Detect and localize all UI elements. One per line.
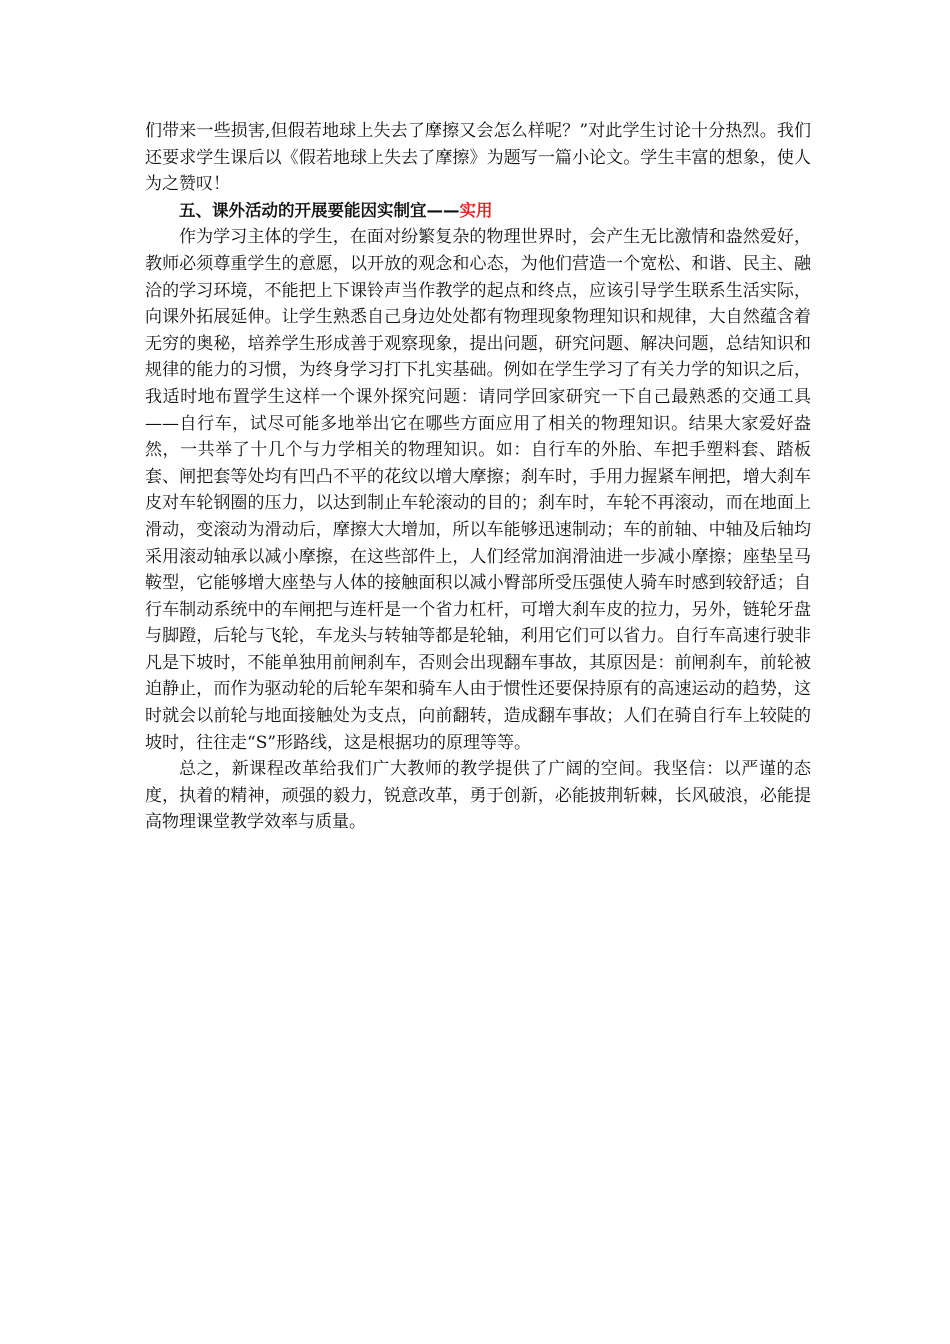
document-page xyxy=(145,118,811,836)
body-paragraph: 作为学习主体的学生，在面对纷繁复杂的物理世界时，会产生无比激情和盎然爱好，教师必须尊重学生的意愿，以开放的观念和心态，为他们营造一个宽松、和谐、民主、融洽的学习环境，不能把上下课铃声当作教学的起点和终点，应该引导学生联系生活实际，向课外拓展延伸。让学生熟悉自己身边处处都有物理现象物理知识和规律，大自然蕴含着无穷的奥秘，培养学生形成善于观察现象，提出问题，研究问题、解决问题，总结知识和规律的能力的习惯，为终身学习打下扎实基础。例如在学生学习了有关力学的知识之后，我适时地布置学生这样一个课外探究问题：请同学回家研究一下自己最熟悉的交通工具——自行车，试尽可能多地举出它在哪些方面应用了相关的物理知识。结果大家爱好盎然，一共举了十几个与力学相关的物理知识。如：自行车的外胎、车把手塑料套、踏板套、闸把套等处均有凹凸不平的花纹以增大摩擦；刹车时，手用力握紧车闸把，增大刹车皮对车轮钢圈的压力，以达到制止车轮滚动的目的；刹车时，车轮不再滚动，而在地面上滑动，变滚动为滑动后，摩擦大大增加，所以车能够迅速制动；车的前轴、中轴及后轴均采用滚动轴承以减小摩擦，在这些部件上，人们经常加润滑油进一步减小摩擦；座垫呈马鞍型，它能够增大座垫与人体的接触面积以减小臀部所受压强使人骑车时感到较舒适；自行车制动系统中的车闸把与连杆是一个省力杠杆，可增大刹车皮的拉力，另外，链轮牙盘与脚蹬，后轮与飞轮，车龙头与转轴等都是轮轴，利用它们可以省力。自行车高速行驶非凡是下坡时，不能单独用前闸刹车，否则会出现翻车事故，其原因是：前闸刹车，前轮被迫静止，而作为驱动轮的后轮车架和骑车人由于惯性还要保持原有的高速运动的趋势，这时就会以前轮与地面接触处为支点，向前翻转，造成翻车事故；人们在骑自行车上较陡的坡时，往往走“S”形路线，这是根据功的原理等等。 xyxy=(145,227,811,753)
section-heading-highlight: 实用 xyxy=(459,200,493,220)
intro-paragraph: 们带来一些损害,但假若地球上失去了摩擦又会怎么样呢？”对此学生讨论十分热烈。我们还要求学生课后以《假若地球上失去了摩擦》为题写一篇小论文。学生丰富的想象，使人为之赞叹！ xyxy=(145,121,811,195)
section-heading-prefix: 五、课外活动的开展要能因实制宜—— xyxy=(179,200,460,220)
section-heading xyxy=(145,198,811,225)
closing-paragraph: 总之，新课程改革给我们广大教师的教学提供了广阔的空间。我坚信：以严谨的态度，执着的精神，顽强的毅力，锐意改革，勇于创新，必能披荆斩棘，长风破浪，必能提高物理课堂教学效率与质量。 xyxy=(145,759,811,833)
